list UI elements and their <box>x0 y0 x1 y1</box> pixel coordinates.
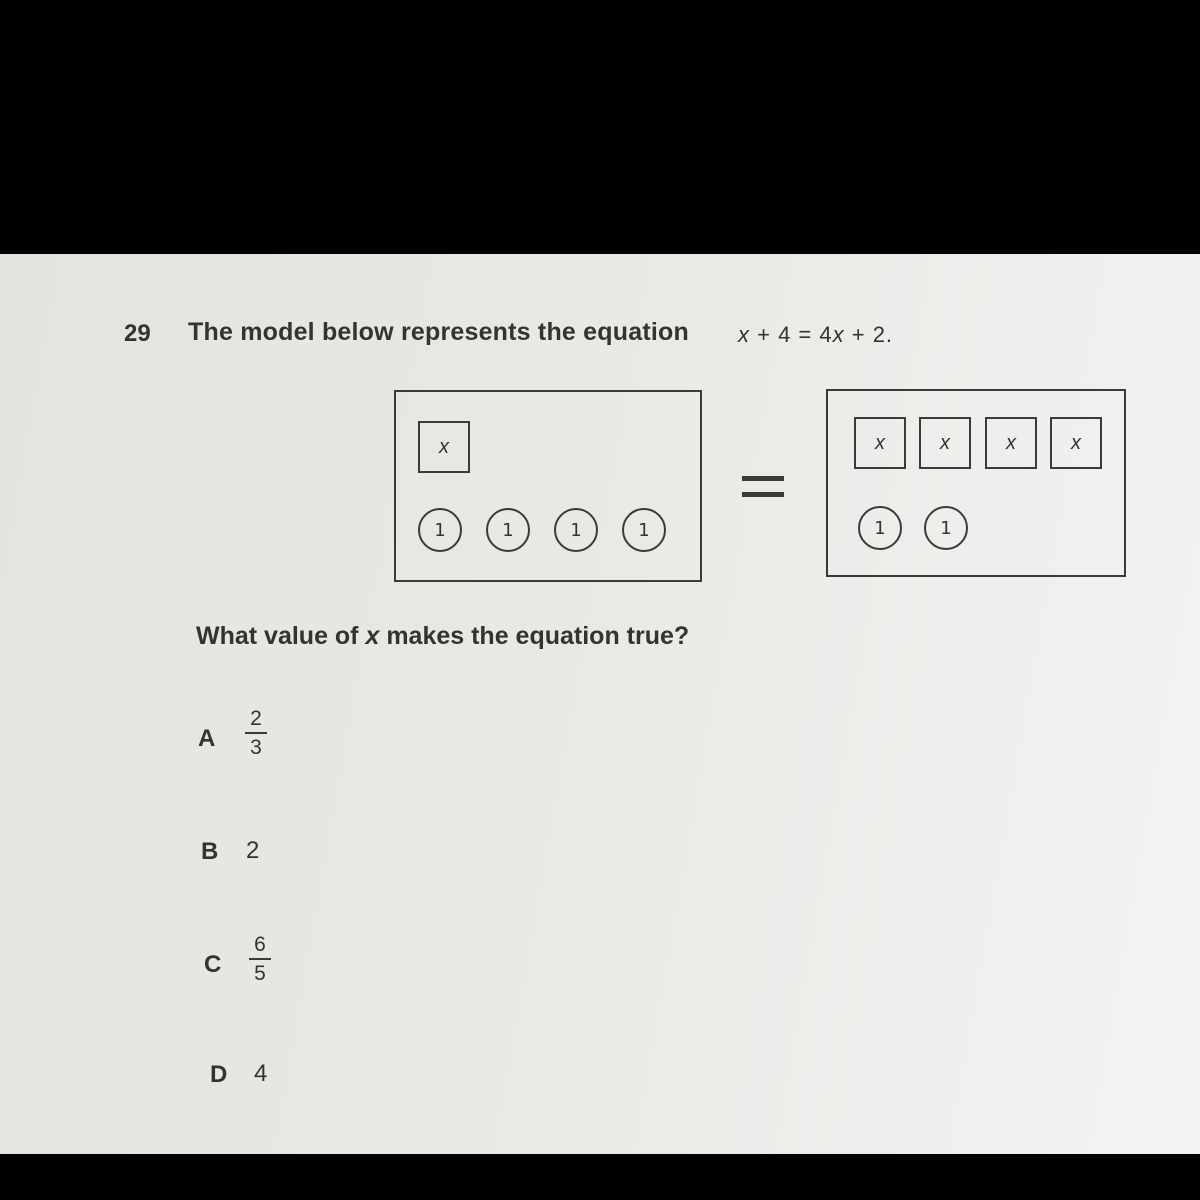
x-tile: x <box>418 421 470 473</box>
choice-fraction <box>242 708 270 758</box>
equation-var-lhs: x <box>738 322 750 347</box>
prompt-text-pre: What value of <box>196 622 366 650</box>
unit-tile: 1 <box>622 508 666 552</box>
choice-value: 4 <box>254 1060 268 1087</box>
choice-letter: D <box>210 1061 228 1088</box>
question-prompt <box>196 622 689 651</box>
choice-letter: A <box>198 725 216 752</box>
fraction-numerator: 2 <box>250 707 262 730</box>
fraction-numerator: 6 <box>254 933 266 956</box>
unit-tile: 1 <box>924 506 968 550</box>
equation-lhs-rest: + 4 = 4 <box>750 322 833 347</box>
x-tile: x <box>1050 417 1102 469</box>
unit-tile: 1 <box>486 508 530 552</box>
x-tile: x <box>985 417 1037 469</box>
x-tile: x <box>919 417 971 469</box>
choice-value: 2 <box>246 837 260 864</box>
equation-rhs-rest: + 2. <box>844 322 894 347</box>
question-equation <box>738 322 893 348</box>
fraction-denominator: 3 <box>250 736 262 759</box>
x-tile: x <box>854 417 906 469</box>
equals-sign <box>742 474 784 502</box>
screen-bezel-bottom <box>0 1154 1200 1200</box>
choice-letter: B <box>201 838 219 865</box>
model-right-side <box>826 389 1126 577</box>
fraction-bar <box>245 732 267 734</box>
model-left-side <box>394 390 702 582</box>
question-stem: The model below represents the equation <box>188 318 689 346</box>
fraction-denominator: 5 <box>254 962 266 985</box>
unit-tile: 1 <box>554 508 598 552</box>
question-number: 29 <box>124 320 151 347</box>
choice-fraction <box>246 934 274 984</box>
choice-letter: C <box>204 951 222 978</box>
unit-tile: 1 <box>418 508 462 552</box>
prompt-text-post: makes the equation true? <box>379 622 690 650</box>
equation-var-rhs: x <box>832 322 845 347</box>
prompt-var: x <box>365 622 380 650</box>
unit-tile: 1 <box>858 506 902 550</box>
fraction-bar <box>249 958 271 960</box>
